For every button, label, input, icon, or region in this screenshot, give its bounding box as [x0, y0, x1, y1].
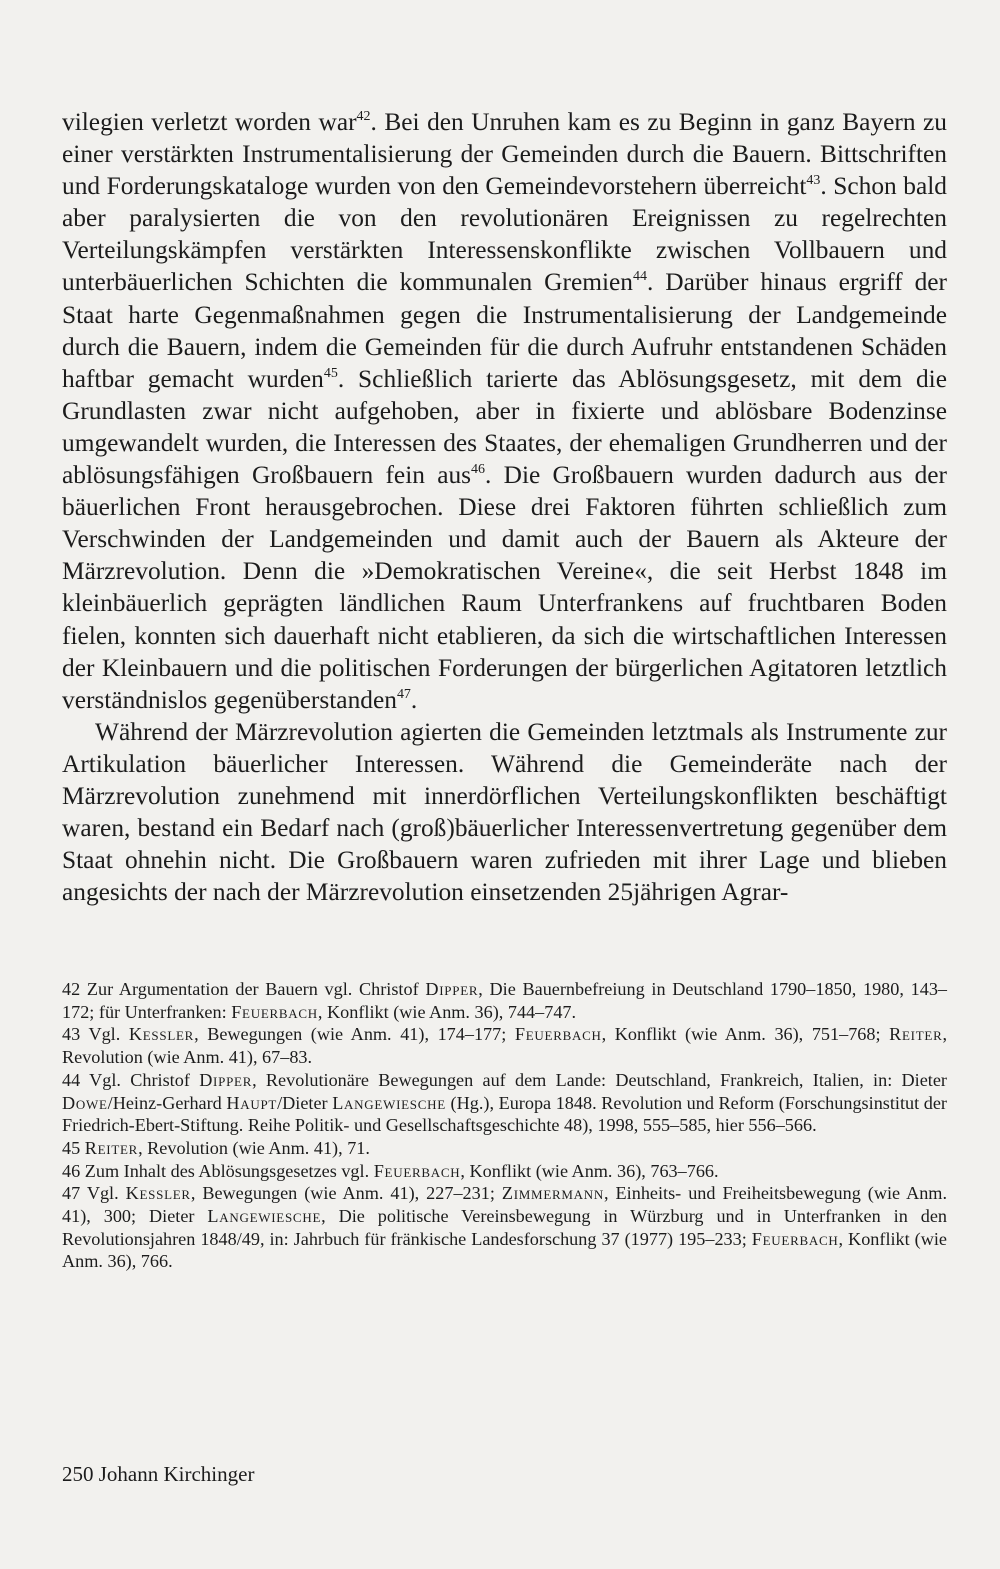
text-run: , Revolution (wie Anm. 41), 71.	[138, 1137, 370, 1158]
author-surname: Reiter	[889, 1024, 943, 1045]
page-footer	[62, 1462, 254, 1487]
author-surname: Feuerbach	[373, 1160, 461, 1181]
text-run: , Einheits- und Freiheitsbewegung (wie Anm. 41), 300; Dieter	[62, 1183, 948, 1227]
text-run: , Die politische Vereinsbewegung in Würzburg und in Unterfranken in den Revolutionsjahren 1848/49, in: Jahrbuch für fränkische Landesforschung 37 (1977) 195–233;	[62, 1206, 947, 1249]
text-run: , Bewegungen (wie Anm. 41), 227–231;	[190, 1183, 502, 1204]
main-text	[62, 106, 947, 908]
text-run: , Konflikt (wie Anm. 36), 763–766.	[460, 1160, 719, 1181]
text-run: vilegien verletzt worden war	[62, 108, 357, 136]
text-run: 43 Vgl.	[62, 1024, 129, 1045]
author-surname: Zimmermann	[501, 1183, 605, 1204]
footnote	[62, 978, 947, 1023]
footnote	[62, 1137, 947, 1160]
author-surname: Feuerbach	[231, 1001, 318, 1022]
footnote	[62, 1023, 947, 1068]
footnote	[62, 1182, 947, 1273]
text-run: . Bei den Unruhen kam es zu Beginn in ganz Bayern zu einer verstärkten Instrumentalisierung der Gemeinden durch die Bauern. Bittschriften und Forderungskataloge wurden von den Gemeindevorstehern überreicht	[62, 108, 947, 201]
text-run: . Darüber hinaus ergriff der Staat harte Gegenmaßnahmen gegen die Instrumentalisierung der Landgemeinde durch die Bauern, indem die Gemeinden für die durch Aufruhr entstandenen Schäden haftbar gemacht wurden	[62, 268, 947, 393]
text-run: . Die Großbauern wurden dadurch aus der bäuerlichen Front herausgebrochen. Diese drei Faktoren führten schließlich zum Verschwinden der Landgemeinden und damit auch der Bauern als Akteure der Märzrevolution. Denn die »Demokratischen Vereine«, die seit Herbst 1848 im kleinbäuerlich geprägten ländlichen Raum Unterfrankens auf fruchtbaren Boden fielen, konnten sich dauerhaft nicht etablieren, da sich die wirtschaftlichen Interessen der Kleinbauern und die politischen Forderungen der bürgerlichen Agitatoren letztlich verständnislos gegenüberstanden	[62, 461, 947, 714]
text-run: /Dieter	[277, 1092, 333, 1113]
text-run: 45	[62, 1137, 85, 1158]
text-run: . Schließlich tarierte das Ablösungsgesetz, mit dem die Grundlasten zwar nicht aufgehoben, aber in fixierte und ablösbare Bodenzinse umgewandelt wurden, die Interessen des Staates, der ehemaligen Grundherren und der ablösungsfähigen Großbauern fein aus	[62, 364, 947, 490]
author-surname: Feuerbach	[751, 1228, 839, 1249]
text-run: , Bewegungen (wie Anm. 41), 174–177;	[194, 1024, 515, 1045]
page-number: 250	[62, 1462, 94, 1486]
footnote-reference: 44	[633, 269, 647, 285]
footnotes	[62, 978, 947, 1273]
footnote-reference: 46	[471, 462, 486, 478]
author-surname: Dowe	[62, 1092, 108, 1113]
text-run: (Hg.), Europa 1848. Revolution und Reform (Forschungsinstitut der Friedrich-Ebert-Stiftung. Reihe Politik- und Gesellschaftsgeschichte 48), 1998, 555–585, hier 556–566.	[62, 1092, 947, 1136]
footnote	[62, 1069, 947, 1137]
author-surname: Dipper	[199, 1069, 253, 1090]
footnote-reference: 42	[356, 109, 371, 125]
text-run: .	[410, 685, 418, 714]
text-run: , Konflikt (wie Anm. 36), 751–768;	[601, 1024, 890, 1045]
text-run: , Revolution (wie Anm. 41), 67–83.	[62, 1024, 948, 1068]
text-run: 46 Zum Inhalt des Ablösungsgesetzes vgl.	[62, 1160, 374, 1181]
author-surname: Langewiesche	[207, 1206, 322, 1227]
text-run: . Schon bald aber paralysierten die von den revolutionären Ereignissen zu regelrechten Verteilungskämpfen verstärkten Interessenskonflikte zwischen Vollbauern und unterbäuerlichen Schichten die kommunalen Gremien	[62, 172, 948, 297]
text-run: , Konflikt (wie Anm. 36), 766.	[62, 1228, 947, 1272]
text-run: , Konflikt (wie Anm. 36), 744–747.	[317, 1001, 577, 1022]
text-run: , Revolutionäre Bewegungen auf dem Lande: Deutschland, Frankreich, Italien, in: Dieter	[252, 1069, 947, 1090]
footnote-reference: 43	[806, 173, 821, 189]
text-run: , Die Bauernbefreiung in Deutschland 1790–1850, 1980, 143–172; für Unterfranken:	[62, 979, 948, 1022]
text-run: Während der Märzrevolution agierten die Gemeinden letztmals als Instrumente zur Artikulation bäuerlicher Interessen. Während die Gemeinderäte nach der Märzrevolution zunehmend mit innerdörflichen Verteilungskonflikten beschäftigt waren, bestand ein Bedarf nach (groß)bäuerlicher Interessenvertretung gegenüber dem Staat ohnehin nicht. Die Großbauern waren zufrieden mit ihrer Lage und blieben angesichts der nach der Märzrevolution einsetzenden 25jährigen Agrar-	[62, 717, 947, 907]
author-surname: Kessler	[128, 1024, 195, 1045]
text-run: /Heinz-Gerhard	[107, 1092, 227, 1113]
body-paragraph	[62, 106, 947, 716]
text-run: 42 Zur Argumentation der Bauern vgl. Christof	[62, 979, 426, 999]
text-run: 47 Vgl.	[62, 1183, 126, 1204]
author-surname: Haupt	[226, 1092, 278, 1113]
text-run: 44 Vgl. Christof	[62, 1069, 200, 1090]
body-paragraph	[62, 716, 947, 909]
footnote-reference: 47	[396, 686, 411, 702]
footnote	[62, 1160, 947, 1183]
author-surname: Feuerbach	[514, 1024, 602, 1045]
running-author: Johann Kirchinger	[98, 1462, 255, 1486]
author-surname: Dipper	[425, 979, 479, 999]
footnote-reference: 45	[323, 365, 338, 381]
author-surname: Reiter	[84, 1137, 139, 1158]
author-surname: Kessler	[125, 1183, 191, 1204]
author-surname: Langewiesche	[332, 1092, 446, 1113]
